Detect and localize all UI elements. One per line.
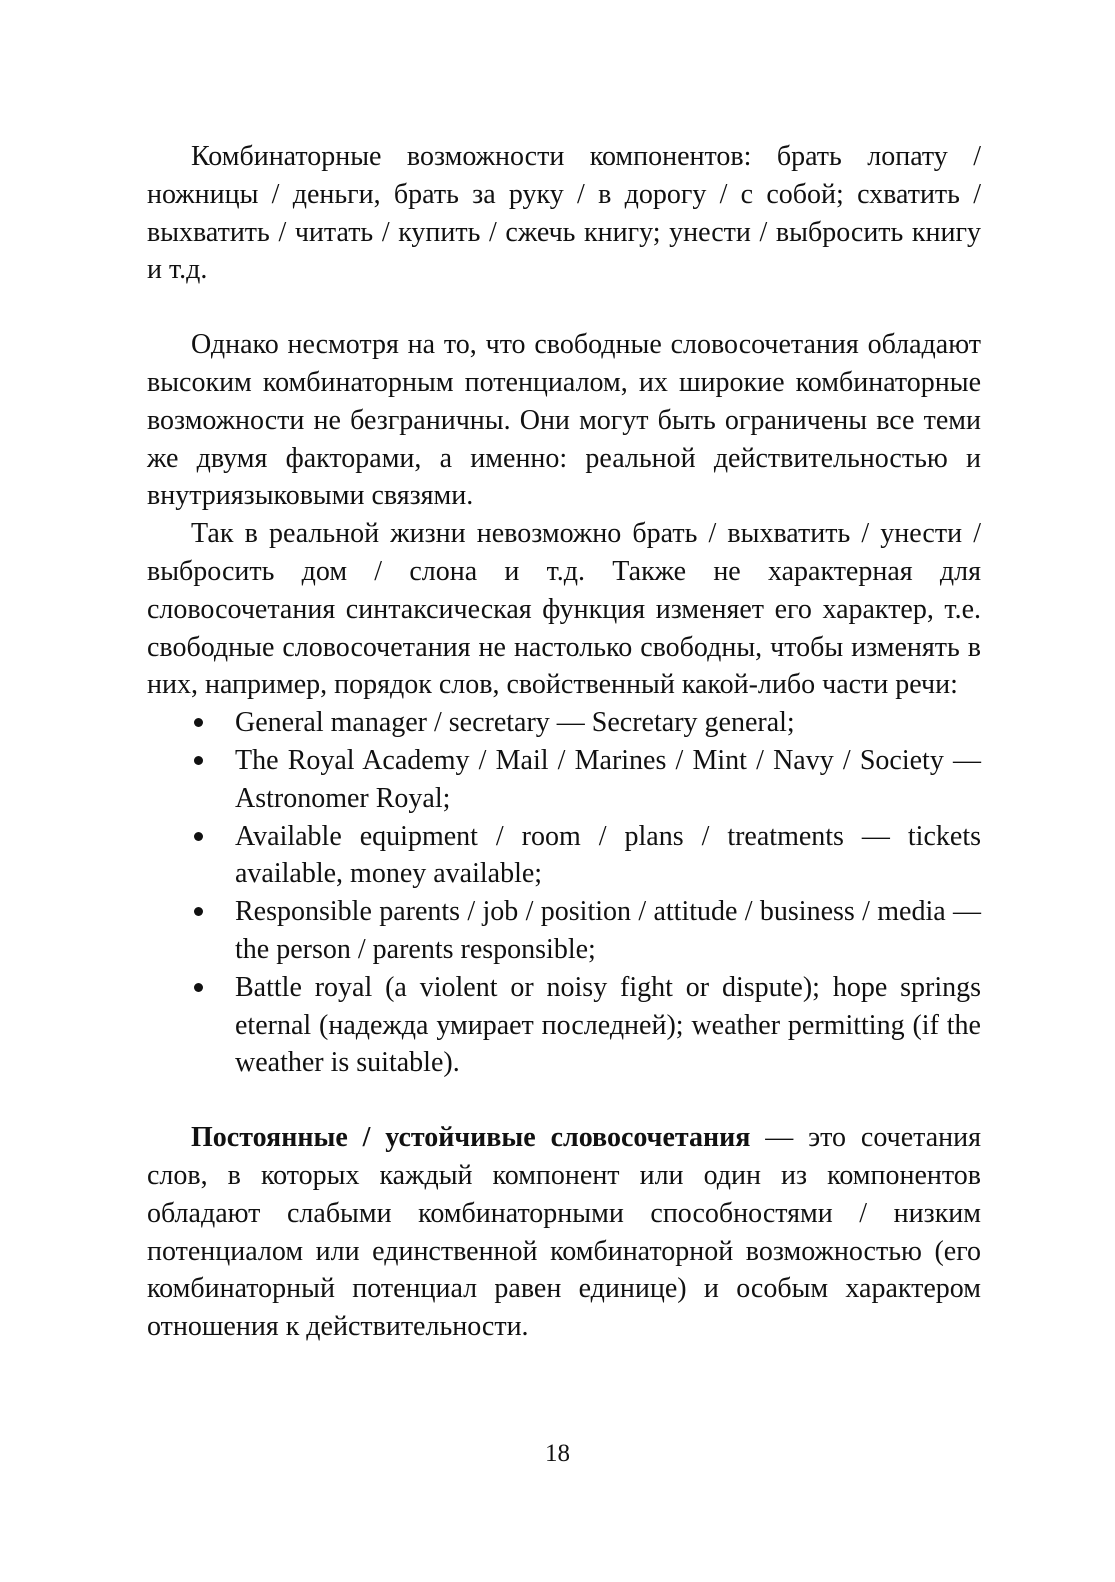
page-body [147, 138, 981, 1346]
examples-list [147, 704, 981, 1082]
definition-term: Постоянные / устойчивые словосочетания [191, 1122, 751, 1154]
bullet-icon [194, 832, 203, 841]
list-item-text: Available equipment / room / plans / treatments — tickets available, money available; [235, 820, 981, 890]
bullet-icon [194, 983, 203, 992]
list-item [147, 818, 981, 894]
paragraph-definition [147, 1119, 981, 1346]
list-item [147, 969, 981, 1082]
bullet-icon [194, 756, 203, 765]
paragraph-combinatorial-possibilities: Комбинаторные возможности компонентов: брать лопату / ножницы / деньги, брать за руку / в дорогу / с собой; схватить / выхватить / читать / купить / сжечь книгу; унести / выбросить книгу и т.д. [147, 141, 981, 286]
list-item-text: Battle royal (a violent or noisy fight or dispute); hope springs eternal (надежда умирает последней); weather permitting (if the weather is suitable). [235, 971, 981, 1079]
list-item-text: General manager / secretary — Secretary general; [235, 707, 795, 739]
paragraph-real-life-restrictions: Так в реальной жизни невозможно брать / выхватить / унести / выбросить дом / слона и т.д. Также не характерная для словосочетания синтаксическая функция изменяет его характер, т.е. свободные словосочетания не настолько свободны, чтобы изменять в них, например, порядок слов, свойственный какой-либо части речи: [147, 518, 981, 701]
page-number: 18 [545, 1440, 570, 1467]
definition-text: — это сочетания слов, в которых каждый компонент или один из компонентов обладают слабыми комбинаторными способностями / низким потенциалом или единственной комбинаторной возможностью (его комбинаторный потенциал равен единице) и особым характером отношения к действительности. [147, 1122, 981, 1343]
list-item-text: The Royal Academy / Mail / Marines / Mint / Navy / Society — Astronomer Royal; [235, 744, 981, 814]
list-item [147, 742, 981, 818]
list-item [147, 893, 981, 969]
list-item [147, 704, 981, 742]
bullet-icon [194, 718, 203, 727]
list-item-text: Responsible parents / job / position / attitude / business / media — the person / parents responsible; [235, 896, 981, 965]
bullet-icon [194, 907, 203, 916]
paragraph-limits-of-combinability: Однако несмотря на то, что свободные словосочетания обладают высоким комбинаторным потенциалом, их широкие комбинаторные возможности не безграничны. Они могут быть ограничены все теми же двумя факторами, а именно: реальной действительностью и внутриязыковыми связями. [147, 329, 981, 512]
